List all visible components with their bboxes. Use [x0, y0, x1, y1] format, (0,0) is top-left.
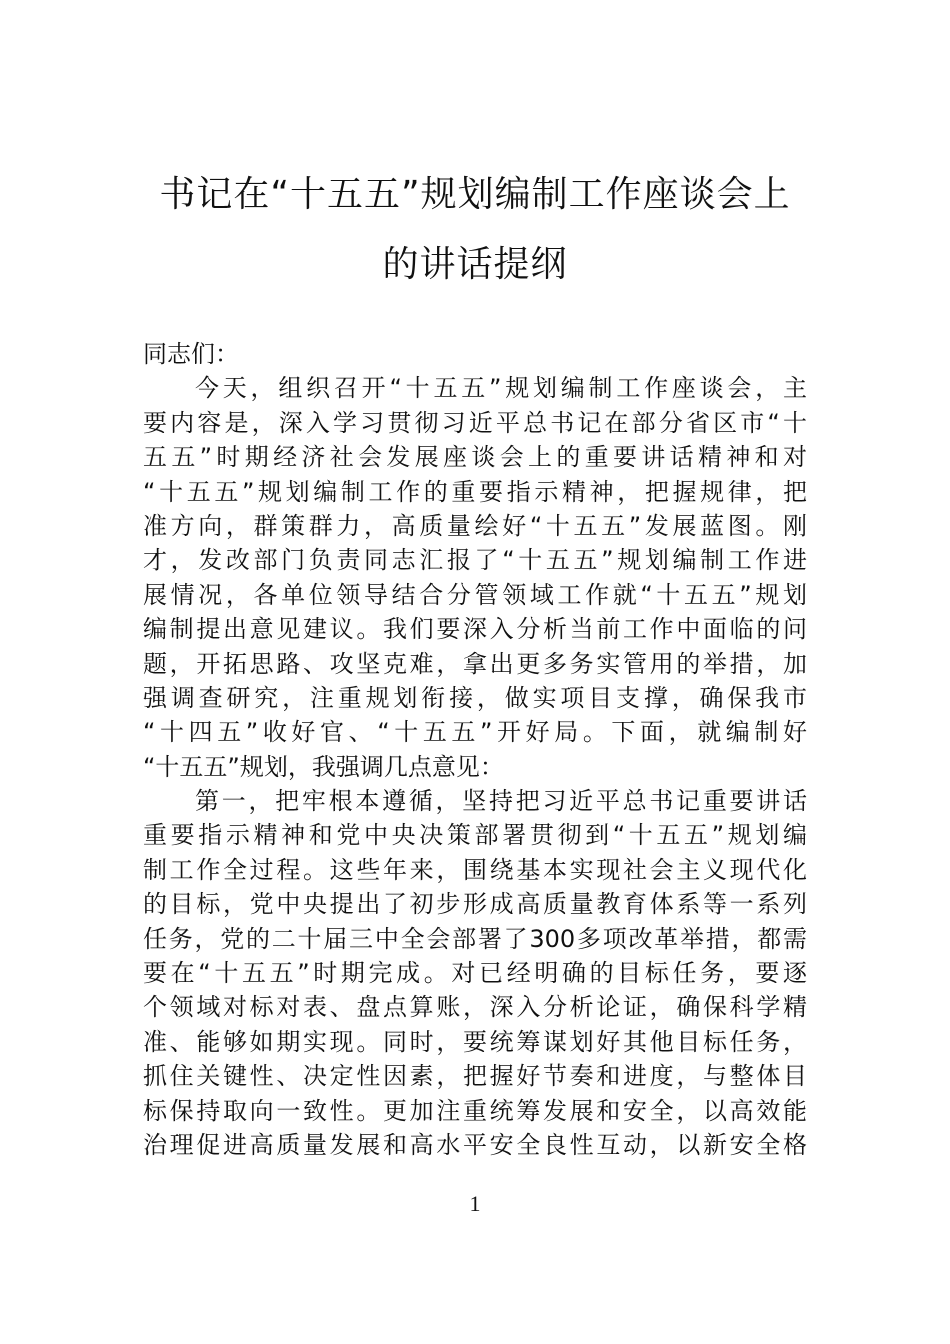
paragraph-line: 要在“十五五”时期完成。对已经明确的目标任务，要逐	[143, 959, 807, 988]
paragraph-line: 任务，党的二十届三中全会部署了300多项改革举措，都需	[143, 924, 807, 953]
paragraph-line: 题，开拓思路、攻坚克难，拿出更多务实管用的举措，加	[143, 649, 807, 678]
paragraph-line: 的目标，党中央提出了初步形成高质量教育体系等一系列	[143, 890, 807, 919]
page-number: 1	[469, 1191, 481, 1216]
paragraph-line: 强调查研究，注重规划衔接，做实项目支撑，确保我市	[143, 683, 807, 712]
paragraph-line: 制工作全过程。这些年来，围绕基本实现社会主义现代化	[143, 855, 807, 884]
paragraph-line: “十五五”规划编制工作的重要指示精神，把握规律，把	[143, 477, 807, 506]
document-body	[143, 337, 807, 1162]
paragraph-line: “十五五”规划，我强调几点意见：	[143, 752, 504, 781]
paragraph-line: 五五”时期经济社会发展座谈会上的重要讲话精神和对	[143, 443, 807, 472]
paragraph-line: 重要指示精神和党中央决策部署贯彻到“十五五”规划编	[143, 821, 807, 850]
paragraph-1	[143, 371, 807, 784]
paragraph-line: 准方向，群策群力，高质量绘好“十五五”发展蓝图。刚	[143, 511, 807, 540]
paragraph-line: “十四五”收好官、“十五五”开好局。下面，就编制好	[143, 718, 807, 747]
paragraph-line: 编制提出意见建议。我们要深入分析当前工作中面临的问	[143, 615, 807, 644]
paragraph-line: 第一，把牢根本遵循，坚持把习近平总书记重要讲话	[195, 787, 807, 816]
paragraph-line: 今天，组织召开“十五五”规划编制工作座谈会，主	[195, 374, 807, 403]
title-line-2: 的讲话提纲	[382, 244, 568, 285]
document-title	[120, 160, 830, 300]
title-line-1: 书记在“十五五”规划编制工作座谈会上	[159, 174, 791, 215]
greeting: 同志们：	[143, 340, 239, 368]
paragraph-line: 才，发改部门负责同志汇报了“十五五”规划编制工作进	[143, 546, 807, 575]
paragraph-2	[143, 784, 807, 1162]
paragraph-line: 治理促进高质量发展和高水平安全良性互动，以新安全格	[143, 1130, 807, 1159]
paragraph-line: 要内容是，深入学习贯彻习近平总书记在部分省区市“十	[143, 408, 807, 437]
paragraph-line: 抓住关键性、决定性因素，把握好节奏和进度，与整体目	[143, 1062, 807, 1091]
paragraph-line: 展情况，各单位领导结合分管领域工作就“十五五”规划	[143, 580, 807, 609]
paragraph-line: 标保持取向一致性。更加注重统筹发展和安全，以高效能	[143, 1096, 807, 1125]
paragraph-line: 个领域对标对表、盘点算账，深入分析论证，确保科学精	[143, 993, 807, 1022]
paragraph-line: 准、能够如期实现。同时，要统筹谋划好其他目标任务，	[143, 1027, 807, 1056]
